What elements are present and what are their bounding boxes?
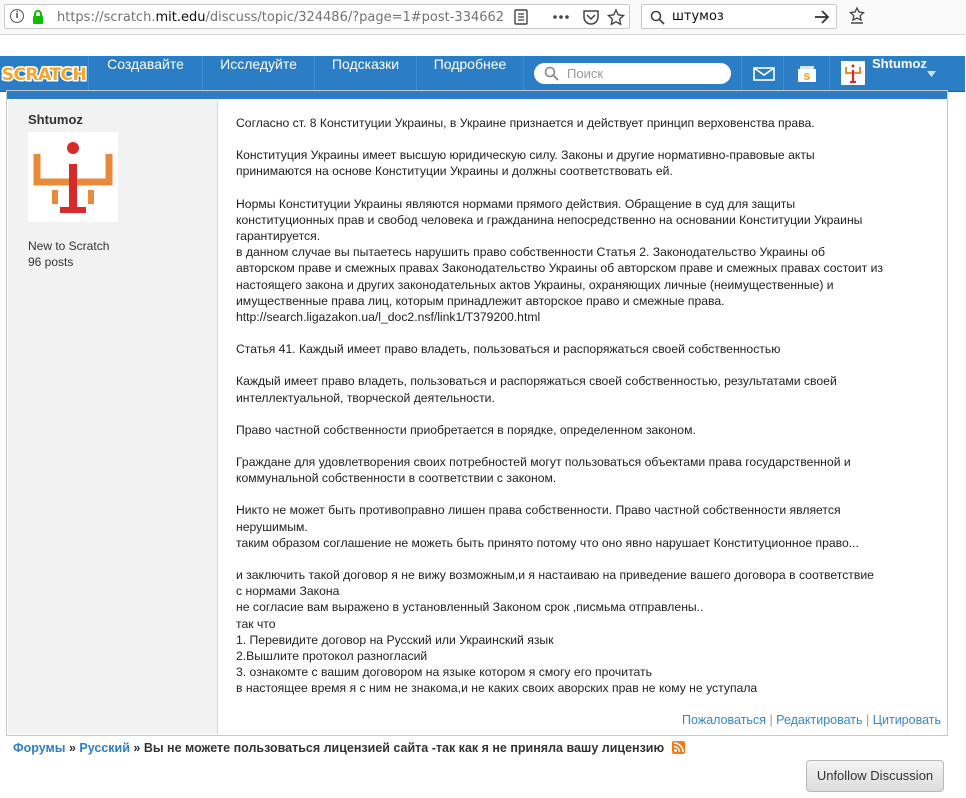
search-icon	[544, 66, 559, 81]
post-text-line: Конституция Украины имеет высшую юридическую силу. Законы и другие нормативно-правовые акты	[236, 148, 815, 163]
post-text-line: Право частной собственности приобретается в порядке, определенном законом.	[236, 422, 696, 437]
post-text-line: настоящего закона и других законодательных актов Украины, охраняющих личные (неимущественные) и	[236, 277, 834, 292]
breadcrumb-forums[interactable]: Форумы	[13, 741, 66, 755]
search-input-value[interactable]: штумоз	[672, 9, 724, 24]
unfollow-discussion-button[interactable]: Unfollow Discussion	[806, 760, 944, 792]
author-post-count: 96 posts	[28, 255, 74, 269]
post-text-line: http://search.ligazakon.ua/l_doc2.nsf/link1/T379200.html	[236, 310, 541, 325]
post-text-line: Никто не может быть противоправно лишен права собственности. Право частной собственности является	[236, 503, 841, 518]
lock-icon[interactable]	[31, 10, 45, 25]
post-content	[236, 115, 936, 697]
post-author-panel	[8, 100, 218, 734]
paragraph-gap	[236, 406, 936, 422]
avatar	[841, 61, 865, 85]
search-icon	[650, 10, 665, 25]
nav-about[interactable]: Подробнее	[416, 56, 524, 91]
post-text-line: и заключить такой договор я не вижу возможным,и я настаиваю на приведение вашего договора в соответствие	[236, 568, 874, 583]
site-search-placeholder: Поиск	[567, 66, 604, 81]
post-text-line: в настоящее время я с ним не знакома,и не каких своих аворских прав не кому не уступала	[236, 681, 758, 696]
post-text-line: в данном случае вы пытаетесь нарушить право собственности Статья 2. Законодательство Украины об	[236, 245, 825, 260]
post-author-name[interactable]: Shtumoz	[28, 112, 83, 127]
my-stuff-button[interactable]	[783, 56, 830, 91]
rss-icon[interactable]	[672, 741, 685, 754]
browser-search-box[interactable]	[641, 4, 837, 29]
scratch-navbar	[0, 56, 965, 92]
post-text-line: конституционных прав и свобод человека и гражданина непосредственно на основании Конституции Украины	[236, 212, 863, 227]
info-icon[interactable]: i	[10, 9, 24, 23]
address-bar[interactable]	[4, 4, 630, 29]
edit-link[interactable]: Редактировать	[776, 713, 863, 727]
report-link[interactable]: Пожаловаться	[682, 713, 766, 727]
nav-create[interactable]: Создавайте	[88, 56, 202, 91]
paragraph-gap	[236, 438, 936, 454]
my-stuff-icon	[796, 64, 818, 83]
site-search-input[interactable]	[534, 63, 731, 84]
mail-icon	[753, 67, 775, 81]
post-text-line: не согласие вам выражено в установленный Законом срок ,писмьма отправлены..	[236, 600, 704, 615]
paragraph-gap	[236, 551, 936, 567]
more-icon[interactable]	[552, 9, 570, 25]
reader-view-icon[interactable]	[512, 9, 530, 25]
pocket-icon[interactable]	[582, 9, 600, 25]
paragraph-gap	[236, 486, 936, 502]
post-text-line: 3. ознакомте с вашим договором на языке котором я смогу его прочитать	[236, 665, 652, 680]
post-text-line: с нормами Закона	[236, 584, 340, 599]
post-text-line: Каждый имеет право владеть, пользоваться и распоряжаться своей собственностью, результатами своей	[236, 374, 837, 389]
post-text-line: коммунальной собственности в соответствии с законом.	[236, 471, 557, 486]
go-arrow-icon[interactable]	[814, 10, 830, 24]
browser-toolbar	[0, 0, 965, 35]
svg-text:S: S	[803, 72, 811, 83]
library-icon[interactable]	[848, 7, 866, 25]
author-rank: New to Scratch	[28, 239, 110, 253]
post-text-line: таким образом соглашение не можеть быть принято потому что оно явно нарушает Конституционное право...	[236, 535, 859, 550]
post-text-line: интеллектуальной, творческой деятельности.	[236, 390, 495, 405]
paragraph-gap	[236, 131, 936, 147]
post-actions: Пожаловаться | Редактировать | Цитировать	[682, 713, 941, 727]
post-text-line: Граждане для удовлетворения своих потребностей могут пользоваться объектами права государственной и	[236, 455, 851, 470]
breadcrumb-topic: Вы не можете пользоваться лицензией сайта -так как я не приняла вашу лицензию	[143, 741, 665, 755]
nav-explore[interactable]: Исследуйте	[202, 56, 314, 91]
post-text-line: 1. Перевидите договор на Русский или Украинский язык	[236, 632, 554, 647]
chevron-down-icon[interactable]	[927, 71, 936, 77]
post-text-line: принимаются на основе Конституции Украины и должны соответствовать ей.	[236, 164, 673, 179]
post-text-line: Статья 41. Каждый имеет право владеть, пользоваться и распоряжаться своей собственностью	[236, 342, 781, 357]
quote-link[interactable]: Цитировать	[872, 713, 941, 727]
paragraph-gap	[236, 180, 936, 196]
post-header-bar	[7, 91, 947, 99]
post-text-line: авторском праве и смежных правах Законодательство Украины об авторском праве и смежных правах состоит из	[236, 261, 883, 276]
breadcrumb-separator: »	[68, 741, 76, 755]
paragraph-gap	[236, 325, 936, 341]
post-text-line: 2.Вышлите протокол разногласий	[236, 649, 428, 664]
post-text-line: имущественные права лиц, которым принадлежит авторское право и смежные права.	[236, 293, 725, 308]
messages-button[interactable]	[741, 56, 784, 91]
breadcrumb	[13, 741, 685, 755]
url-text[interactable]: https://scratch.mit.edu/discuss/topic/324486/?page=1#post-334662	[57, 10, 505, 25]
scratch-logo[interactable]	[1, 60, 87, 86]
post-text-line: гарантируется.	[236, 229, 321, 244]
forum-post	[6, 90, 948, 736]
post-text-line: так что	[236, 616, 276, 631]
svg-text:SCRATCH: SCRATCH	[1, 65, 87, 85]
author-avatar[interactable]	[28, 132, 118, 222]
bookmark-star-icon[interactable]	[607, 9, 625, 25]
post-text-line: Нормы Конституции Украины являются нормами прямого действия. Обращение в суд для защиты	[236, 196, 796, 211]
breadcrumb-section[interactable]: Русский	[79, 741, 130, 755]
paragraph-gap	[236, 357, 936, 373]
post-text-line: нерушимым.	[236, 519, 308, 534]
nav-tips[interactable]: Подсказки	[314, 56, 416, 91]
nav-username[interactable]: Shtumoz	[872, 56, 927, 71]
breadcrumb-separator: »	[133, 741, 141, 755]
post-text-line: Согласно ст. 8 Конституции Украины, в Украине признается и действует принцип верховенства права.	[236, 116, 815, 130]
